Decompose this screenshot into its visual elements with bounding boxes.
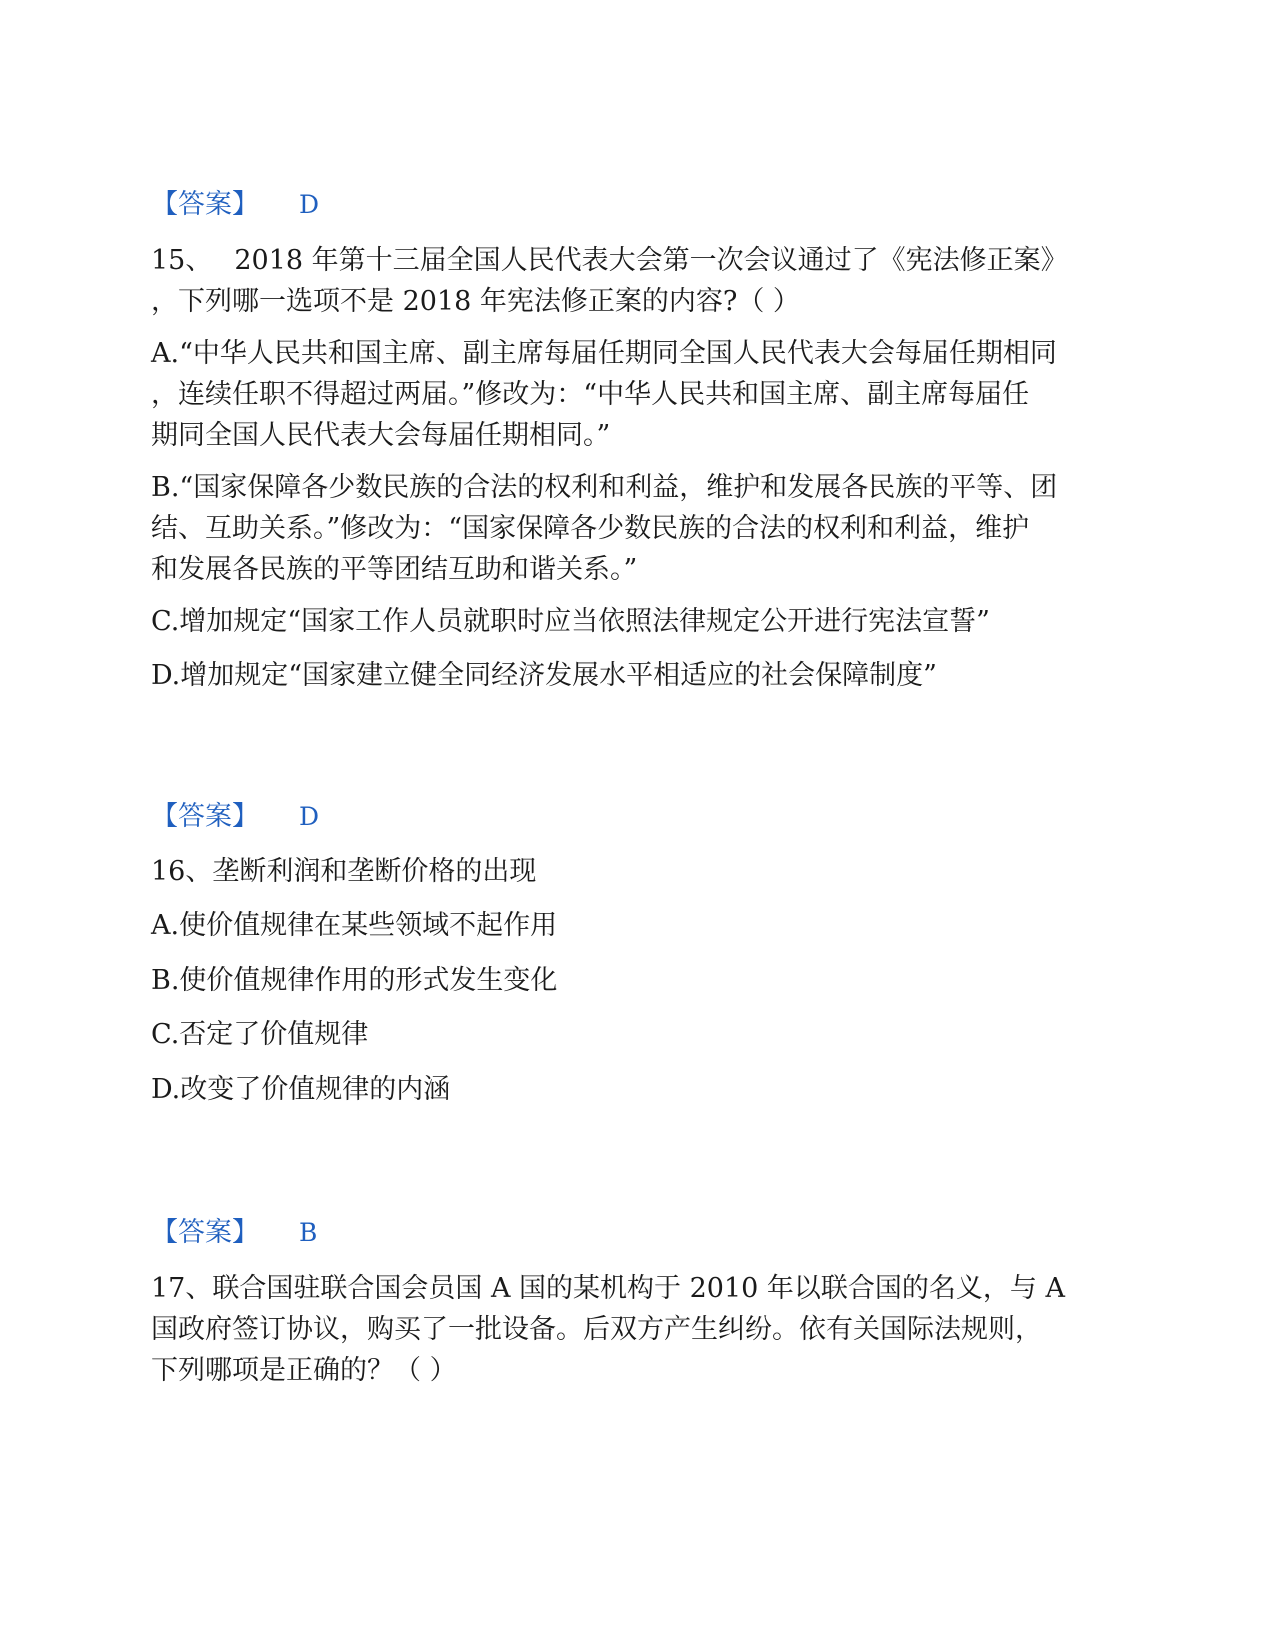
option-d: D.增加规定“国家建立健全同经济发展水平相适应的社会保障制度” [151, 660, 937, 691]
option-a-line-1: A.“中华人民共和国主席、副主席每届任期同全国人民代表大会每届任期相同 [151, 338, 1057, 369]
question-17-line-2: 国政府签订协议，购买了一批设备。后双方产生纠纷。依有关国际法规则， [151, 1314, 1042, 1345]
answer-label: 【答案】 [151, 1217, 259, 1248]
option-a: A.使价值规律在某些领域不起作用 [151, 910, 558, 941]
question-17-line-1 [151, 1272, 1065, 1306]
question-16 [151, 855, 536, 889]
option-c: C.增加规定“国家工作人员就职时应当依照法律规定公开进行宪法宣誓” [151, 606, 990, 637]
question-text: 联合国驻联合国会员国 A 国的某机构于 2010 年以联合国的名义，与 A [212, 1273, 1065, 1304]
answer-line-14 [151, 188, 319, 222]
answer-label: 【答案】 [151, 189, 259, 220]
question-text: 垄断利润和垄断价格的出现 [212, 856, 537, 887]
answer-line-15 [151, 800, 319, 834]
question-17-line-3: 下列哪项是正确的？（ ） [151, 1355, 457, 1386]
answer-line-16 [151, 1216, 317, 1250]
option-b-line-2: 结、互助关系。”修改为：“国家保障各少数民族的合法的权利和利益，维护 [151, 513, 1030, 544]
option-a-line-2: ，连续任职不得超过两届。”修改为：“中华人民共和国主席、副主席每届任 [151, 379, 1030, 410]
option-d: D.改变了价值规律的内涵 [151, 1074, 451, 1105]
answer-value: D [299, 190, 320, 219]
option-b-line-1: B.“国家保障各少数民族的合法的权利和利益，维护和发展各民族的平等、团 [151, 472, 1058, 503]
question-number: 16、 [151, 856, 213, 887]
option-a-line-3: 期同全国人民代表大会每届任期相同。” [151, 420, 611, 451]
answer-value: D [299, 802, 320, 831]
option-c: C.否定了价值规律 [151, 1019, 369, 1050]
question-number: 15、 [151, 245, 213, 276]
option-b-line-3: 和发展各民族的平等团结互助和谐关系。” [151, 554, 638, 585]
question-15-line-2: ，下列哪一选项不是 2018 年宪法修正案的内容?（ ） [151, 286, 800, 317]
question-text: 2018 年第十三届全国人民代表大会第一次会议通过了《宪法修正案》 [234, 245, 1068, 276]
question-number: 17、 [151, 1273, 213, 1304]
option-b: B.使价值规律作用的形式发生变化 [151, 965, 558, 996]
answer-label: 【答案】 [151, 801, 259, 832]
answer-value: B [299, 1218, 318, 1247]
question-15-line-1 [151, 244, 1068, 278]
